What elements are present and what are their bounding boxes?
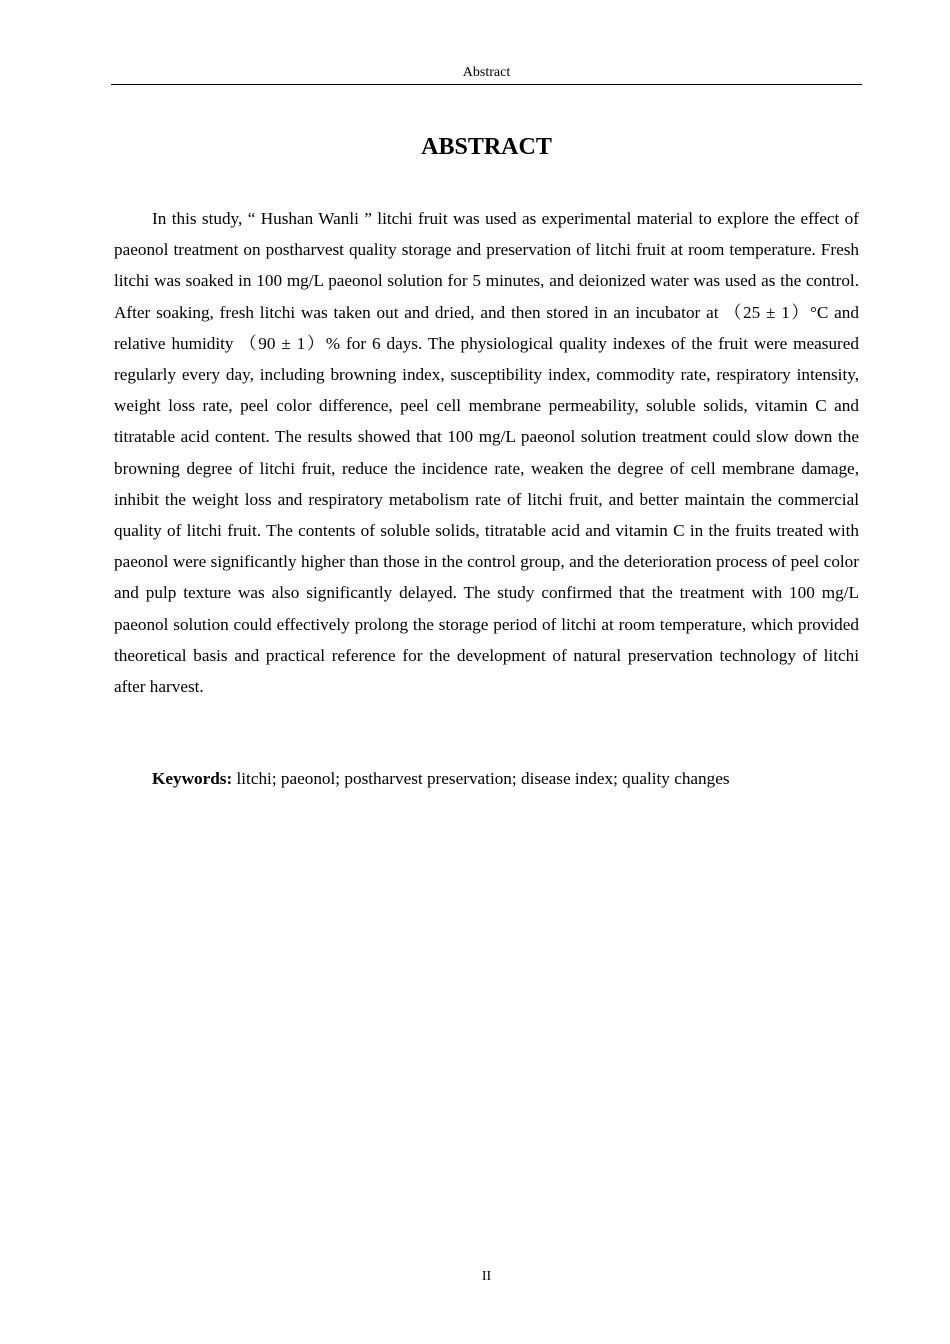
page-number: II [481,1269,492,1284]
header-divider [111,84,862,85]
keywords-label: Keywords: [152,769,233,788]
abstract-paragraph: In this study, “ Hushan Wanli ” litchi fruit was used as experimental material to explore the effect of paeonol treatment on postharvest quality storage and preservation of litchi fruit at room temperature. Fresh litchi was soaked in 100 mg/L paeonol solution for 5 minutes, and deionized water was used as the control. After soaking, fresh litchi was taken out and dried, and then stored in an incubator at （25 ± 1）°C and relative humidity （90 ± 1）% for 6 days. The physiological quality indexes of the fruit were measured regularly every day, including browning index, susceptibility index, commodity rate, respiratory intensity, weight loss rate, peel color difference, peel cell membrane permeability, soluble solids, vitamin C and titratable acid content. The results showed that 100 mg/L paeonol solution treatment could slow down the browning degree of litchi fruit, reduce the incidence rate, weaken the degree of cell membrane damage, inhibit the weight loss and respiratory metabolism rate of litchi fruit, and better maintain the commercial quality of litchi fruit. The contents of soluble solids, titratable acid and vitamin C in the fruits treated with paeonol were significantly higher than those in the control group, and the deterioration process of peel color and pulp texture was also significantly delayed. The study confirmed that the treatment with 100 mg/L paeonol solution could effectively prolong the storage period of litchi at room temperature, which provided theoretical basis and practical reference for the development of natural preservation technology of litchi after harvest. [114,209,859,697]
abstract-title: ABSTRACT [421,134,552,160]
keywords-line [114,763,859,794]
running-header: Abstract [462,65,511,80]
keywords-list: litchi; paeonol; postharvest preservation; disease index; quality changes [232,769,730,788]
